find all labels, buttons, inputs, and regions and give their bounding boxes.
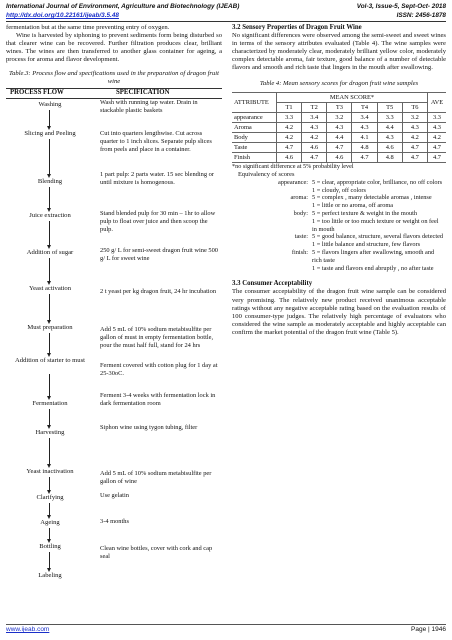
score-cell: 4.7 (352, 153, 377, 163)
journal-title: International Journal of Environment, Agriculture and Biotechnology (IJEAB) (6, 3, 240, 10)
equivalency-line: 1 = taste and flavors end abruptly , no after taste (312, 264, 434, 272)
score-cell: 4.7 (302, 153, 327, 163)
equivalency-line: 1 = cloudy, off colors (312, 186, 366, 194)
score-cell: 4.3 (352, 123, 377, 133)
paragraph-harvest: Wine is harvested by siphoning to prevent sediments form being disturbed so that clearer wine can be recovered. Further filtration produces clear, brilliant wines. The wines are then transferred to another glass container for ageing, a process for aroma and flavor development. (6, 32, 222, 64)
attribute-header: ATTRIBUTE (232, 93, 277, 113)
equivalency-attribute: taste: (294, 233, 308, 241)
score-cell: 4.4 (327, 133, 352, 143)
flow-arrow (49, 139, 50, 175)
equivalency-line: 5 = perfect texture & weight in the mouth (312, 210, 417, 218)
equivalency-line: 5 = flavors lingers after swallowing, smooth and rich taste (312, 249, 435, 264)
flow-stage: Juice extraction (29, 212, 71, 220)
flow-spec: Add 5 mL of 10% sodium metabisulfite per gallon of must in empty fermentation bottle, pour the must half full, stand for 24 hrs (100, 326, 214, 350)
score-cell: 3.2 (402, 113, 427, 123)
score-cell: 4.2 (277, 123, 302, 133)
flow-arrow (49, 374, 50, 397)
sensory-score-table (232, 92, 446, 163)
paragraph-continuation: fermentation but at the same time preventing entry of oxygen. (6, 24, 170, 31)
mean-score-header: MEAN SCORE* (277, 93, 428, 103)
ave-cell: 3.3 (428, 113, 447, 123)
score-cell: 4.7 (327, 143, 352, 153)
equivalency-line: 1 = little balance and structure, few flavors (312, 241, 421, 249)
score-cell: 4.3 (327, 123, 352, 133)
score-cell: 4.2 (402, 133, 427, 143)
ave-cell: 4.7 (428, 153, 447, 163)
flow-spec: Ferment covered with cotton plug for 1 day at 25-30oC. (100, 362, 218, 378)
score-cell: 3.3 (377, 113, 402, 123)
flow-stage: Labeling (38, 572, 62, 580)
flow-spec: Use gelatin (100, 492, 129, 500)
flow-stage: Addition of starter to must (15, 357, 85, 365)
volume-info: Vol-3, Issue-5, Sept-Oct- 2018 (356, 3, 446, 10)
score-cell: 4.2 (277, 133, 302, 143)
score-cell: 3.3 (277, 113, 302, 123)
table-row (232, 113, 446, 123)
flow-spec: Add 5 mL of 10% sodium metabisulfite per gallon of wine (100, 470, 212, 486)
score-cell: 4.6 (302, 143, 327, 153)
score-cell: 3.4 (302, 113, 327, 123)
flow-arrow (49, 221, 50, 246)
flow-stage: Harvesting (35, 429, 65, 437)
equivalency-attribute: aroma: (290, 194, 308, 202)
flow-stage: Yeast inactivation (26, 468, 74, 476)
equivalency-attribute: finish: (291, 249, 308, 257)
flow-stage: Clarifying (36, 494, 64, 502)
ave-header: AVE (428, 93, 447, 113)
treatment-header: T4 (352, 103, 377, 113)
doi-link[interactable]: http://dx.doi.org/10.22161/ijeab/3.5.48 (6, 12, 119, 19)
treatment-header: T3 (327, 103, 352, 113)
section-3-3-text: The consumer acceptability of the dragon fruit wine sample can be considered very promising. The relatively new product received unanimous acceptable ratings without any negative acceptable rating based on the evaluation results of 100 consumer-type judges. The relatively high percentage of evaluators who considered the wine sample as moderately acceptable and highly acceptable can confirm the market potential of the dragon fruit wine (Table 5). (232, 288, 446, 336)
right-column (232, 24, 446, 337)
score-cell: 4.8 (352, 143, 377, 153)
table-row (232, 153, 446, 163)
score-cell: 4.3 (377, 133, 402, 143)
flow-spec: 1 part pulp: 2 parts water. 15 sec blending or until mixture is homogenous. (100, 171, 214, 187)
flow-spec: 3-4 months (100, 518, 129, 526)
issn: ISSN: 2456-1878 (396, 12, 446, 19)
attribute-cell: Finish (232, 153, 277, 163)
table-row (232, 143, 446, 153)
flow-spec: 2 t yeast per kg dragon fruit, 24 hr incubation (100, 288, 217, 296)
equivalency-item (232, 249, 446, 272)
table-row (232, 133, 446, 143)
treatment-header: T6 (402, 103, 427, 113)
flow-stage: Addition of sugar (26, 249, 74, 257)
equivalency-item (232, 194, 446, 210)
col-specification: SPECIFICATION (116, 89, 170, 97)
equivalency-line: 5 = clear, appropriate color, brilliance, no off colors (312, 178, 443, 186)
score-cell: 4.7 (277, 143, 302, 153)
flow-stage: Fermentation (32, 400, 68, 408)
flow-arrow (49, 294, 50, 321)
equivalency-attribute: body: (293, 210, 308, 218)
equivalency-item (232, 233, 446, 249)
treatment-header: T1 (277, 103, 302, 113)
equivalency-list (232, 179, 446, 273)
left-column (6, 24, 222, 604)
section-3-2-heading: 3.2 Sensory Properties of Dragon Fruit Wine (232, 24, 362, 31)
flow-arrow (49, 110, 50, 127)
score-cell: 4.7 (402, 153, 427, 163)
table-row (232, 123, 446, 133)
col-process-flow: PROCESS FLOW (10, 89, 64, 97)
flow-stage: Washing (38, 101, 62, 109)
flow-stage: Yeast activation (29, 285, 71, 293)
flow-stage: Ageing (40, 519, 60, 527)
flow-stage: Blending (37, 178, 63, 186)
equivalency-line: 5 = good balance, structure, several flavors detected (312, 233, 444, 241)
flow-stage: Bottling (39, 543, 61, 551)
score-cell: 4.8 (377, 153, 402, 163)
equivalency-heading: Equivalency of scores (238, 171, 295, 179)
table-header-row (232, 93, 446, 103)
page-number: Page | 1946 (411, 626, 446, 633)
equivalency-item (232, 210, 446, 233)
flow-spec: Siphon wine using tygon tubing, filter (100, 424, 198, 432)
flow-arrow (49, 438, 50, 465)
section-3-3-heading: 3.3 Consumer Acceptability (232, 280, 313, 288)
score-cell: 4.7 (402, 143, 427, 153)
score-cell: 4.1 (352, 133, 377, 143)
attribute-cell: appearance (232, 113, 277, 123)
treatment-header: T2 (302, 103, 327, 113)
score-cell: 4.3 (302, 123, 327, 133)
score-cell: 3.2 (327, 113, 352, 123)
flow-arrow (49, 333, 50, 354)
process-flow-chart (6, 99, 222, 604)
flow-spec: Clean wine bottles, cover with cork and cap seal (100, 545, 213, 561)
table4-note: *no significant difference at 5% probability level (232, 163, 354, 171)
flow-spec: Wash with running tap water. Drain in stackable plastic baskets (100, 99, 198, 115)
score-cell: 3.4 (352, 113, 377, 123)
flow-stage: Slicing and Peeling (24, 130, 76, 138)
flow-spec: 250 g/ L for semi-sweet dragon fruit wine 500 g/ L for sweet wine (100, 247, 218, 263)
attribute-cell: Aroma (232, 123, 277, 133)
flow-arrow (49, 528, 50, 540)
score-cell: 4.6 (327, 153, 352, 163)
ave-cell: 4.3 (428, 123, 447, 133)
flow-arrow (49, 552, 50, 569)
attribute-cell: Taste (232, 143, 277, 153)
flow-spec: Ferment 3-4 weeks with fermentation lock in dark fermentation room (100, 392, 216, 408)
header-rule (6, 21, 446, 22)
ave-cell: 4.7 (428, 143, 447, 153)
table4-caption: Table 4: Mean sensory scores for dragon fruit wine samples (259, 80, 419, 88)
flow-spec: Cut into quarters lengthwise. Cut across quarter to 1 inch slices. Separate pulp slices from peels and place in a container. (100, 130, 212, 154)
ave-cell: 4.2 (428, 133, 447, 143)
footer-rule (6, 624, 446, 625)
flow-arrow (49, 258, 50, 282)
flow-arrow (49, 409, 50, 426)
score-cell: 4.6 (377, 143, 402, 153)
site-link[interactable]: www.ijeab.com (6, 626, 50, 633)
equivalency-line: 1 = too little or too much texture or weight on feel in mouth (312, 217, 439, 233)
treatment-header: T5 (377, 103, 402, 113)
score-cell: 4.3 (402, 123, 427, 133)
flow-arrow (49, 187, 50, 209)
equivalency-item (232, 179, 446, 195)
flow-stage: Must preparation (27, 324, 73, 332)
table3-caption: Table.3: Process flow and specifications used in the preparation of dragon fruit wine (9, 70, 219, 86)
equivalency-line: 1 = little or no aroma, off aroma (312, 202, 394, 210)
equivalency-attribute: appearance: (277, 178, 308, 186)
score-cell: 4.6 (277, 153, 302, 163)
flow-arrow (49, 477, 50, 491)
score-cell: 4.2 (302, 133, 327, 143)
process-table-header (6, 88, 222, 99)
flow-arrow (49, 503, 50, 516)
score-cell: 4.4 (377, 123, 402, 133)
flow-spec: Stand blended pulp for 30 min – 1hr to allow pulp to float over juice and then scoop the pulp. (100, 210, 216, 234)
attribute-cell: Body (232, 133, 277, 143)
equivalency-line: 5 = complex , many detectable aromas , intense (312, 194, 432, 202)
section-3-2-text: No significant differences were observed among the semi-sweet and sweet wines in terms of the sensory attributes evaluated (Table 4). The wine samples were characterized by moderately clear, moderately brilliant yellow color, moderately complex detectable aroma, fair texture, good balance of a number of detectable flavors and smooth and rich taste that lingers in the mouth after swallowing. (232, 32, 446, 72)
